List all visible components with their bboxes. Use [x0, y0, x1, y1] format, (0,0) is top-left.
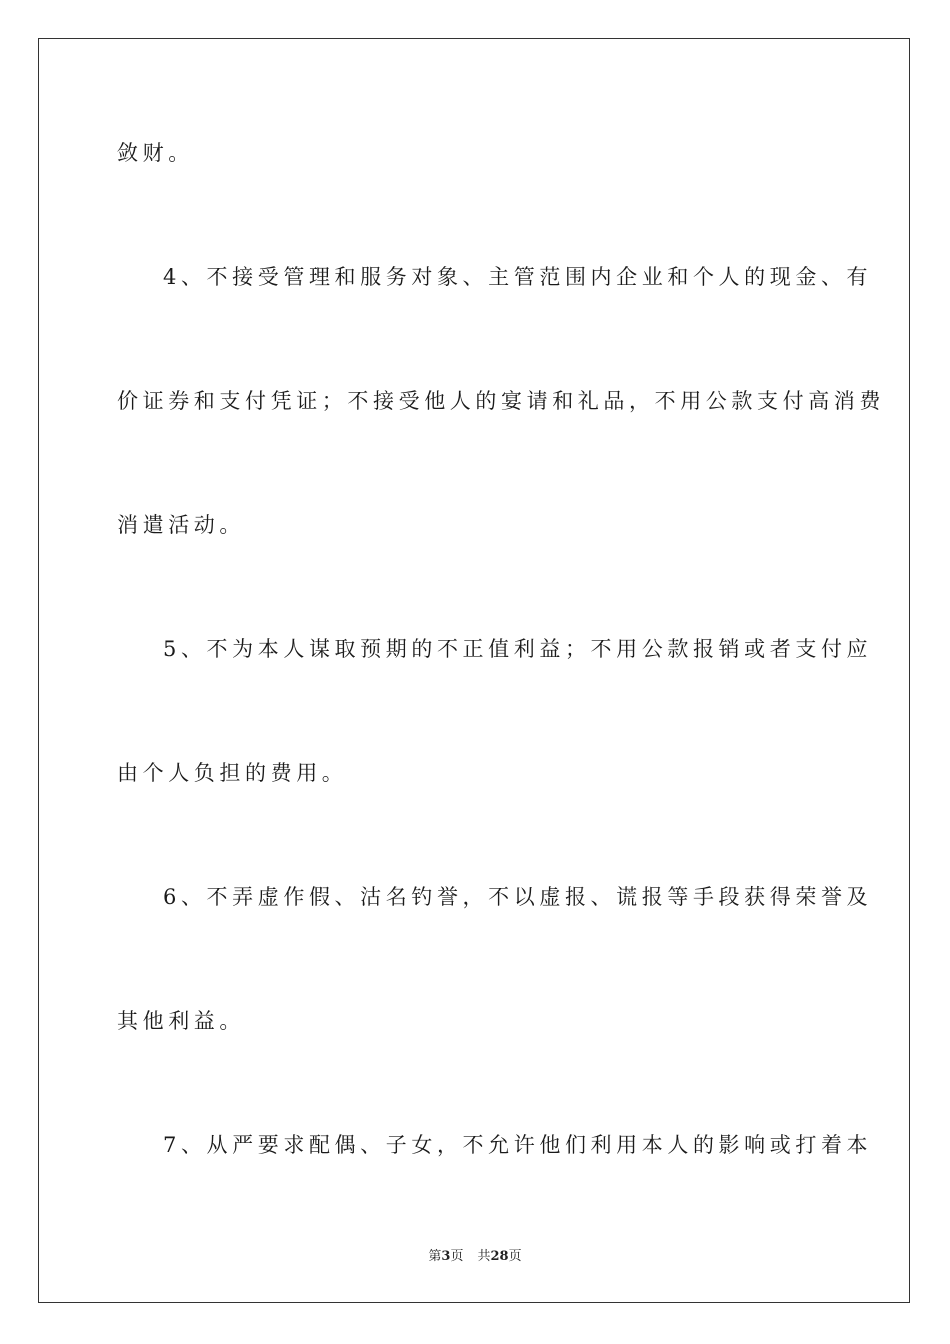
page-suffix: 页	[450, 1249, 464, 1264]
total-pages: 28	[490, 1249, 509, 1264]
text-line-4: 消遣活动。	[117, 513, 245, 537]
total-suffix: 页	[508, 1249, 522, 1264]
page-number: 3	[441, 1249, 451, 1264]
page-prefix: 第	[428, 1249, 442, 1264]
text-line-1: 敛财。	[117, 141, 194, 165]
total-prefix: 共	[477, 1249, 491, 1264]
page-footer	[0, 1248, 950, 1266]
text-line-6: 由个人负担的费用。	[117, 761, 348, 785]
text-line-8: 其他利益。	[117, 1009, 245, 1033]
text-line-3: 价证券和支付凭证；不接受他人的宴请和礼品，不用公款支付高消费	[117, 389, 885, 413]
text-line-7: 6、不弄虚作假、沽名钓誉，不以虚报、谎报等手段获得荣誉及	[163, 885, 873, 909]
text-line-9: 7、从严要求配偶、子女，不允许他们利用本人的影响或打着本	[163, 1133, 873, 1157]
text-line-2: 4、不接受管理和服务对象、主管范围内企业和个人的现金、有	[163, 265, 873, 289]
page-border	[38, 38, 910, 1303]
text-line-5: 5、不为本人谋取预期的不正值利益；不用公款报销或者支付应	[163, 637, 873, 661]
